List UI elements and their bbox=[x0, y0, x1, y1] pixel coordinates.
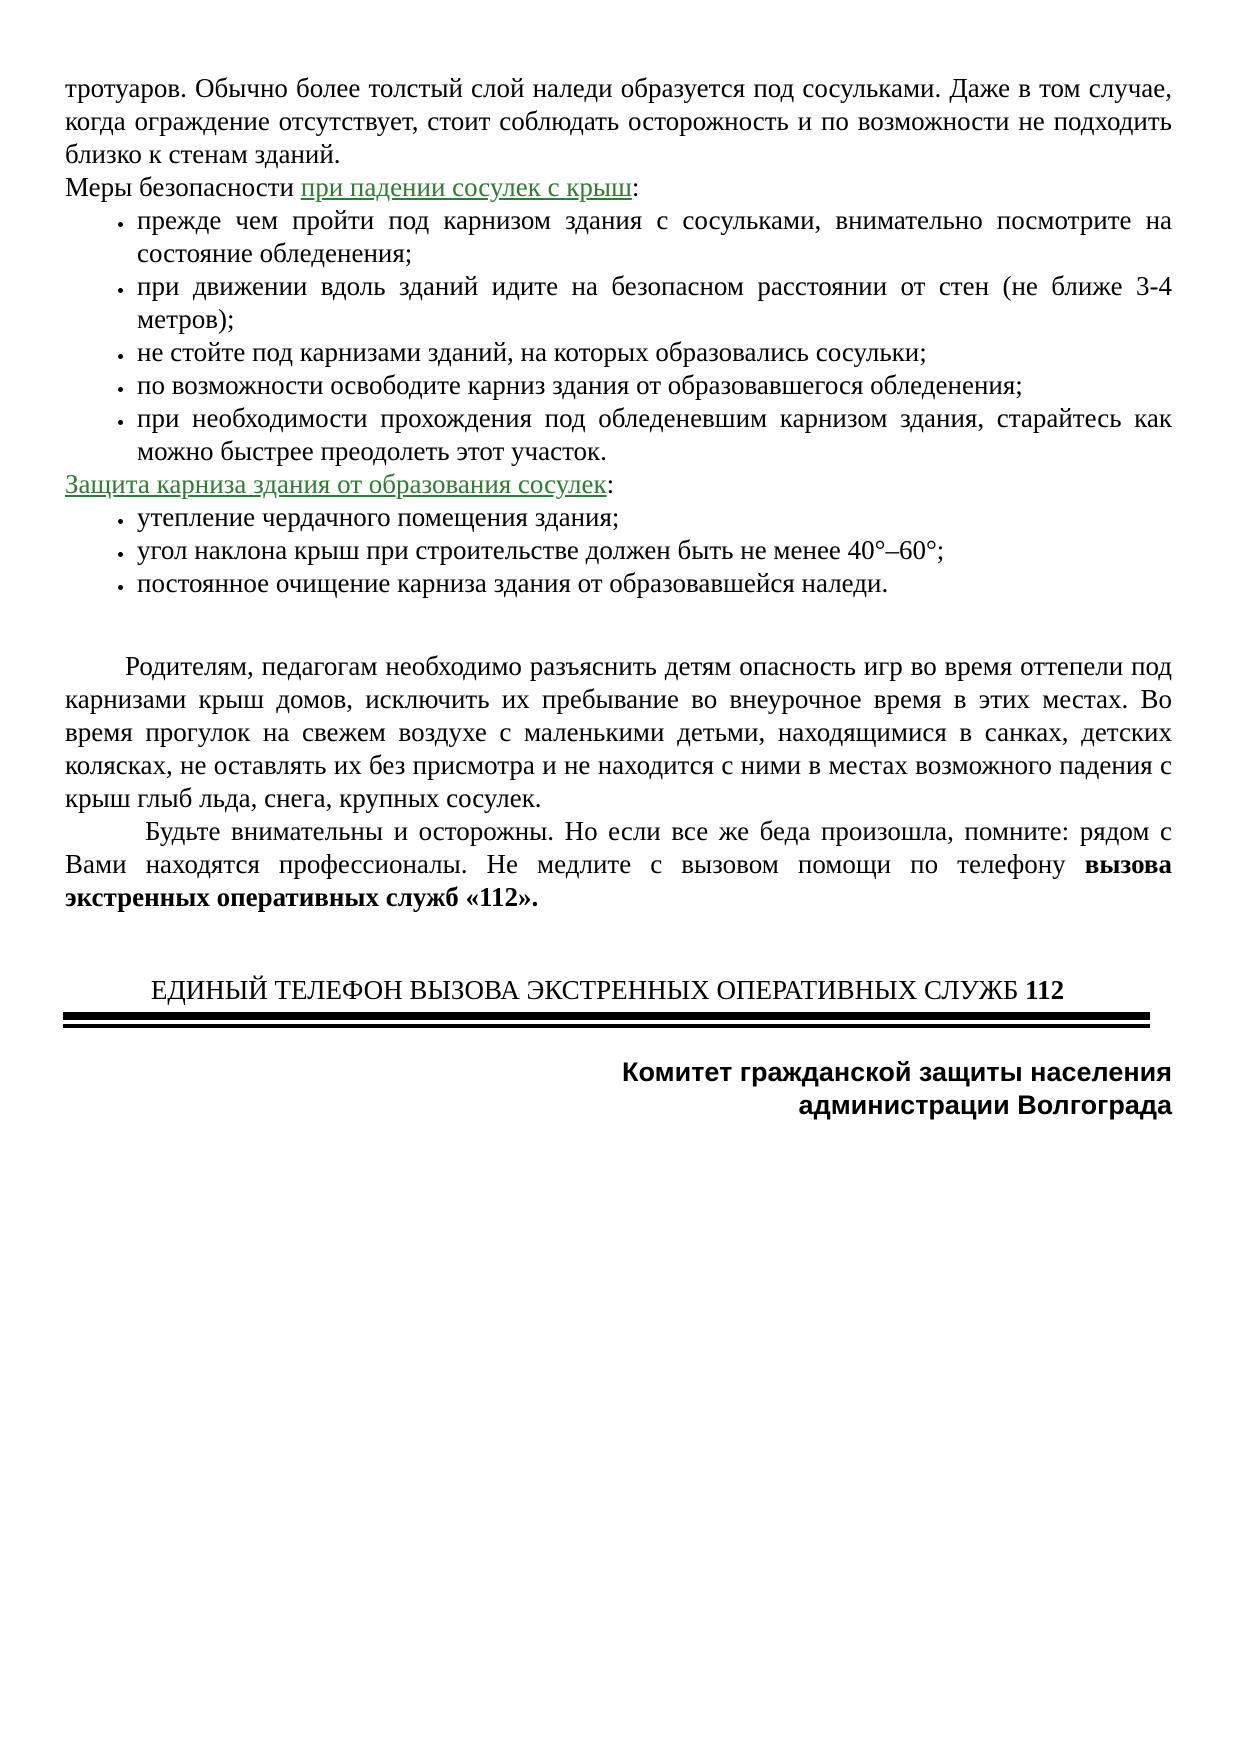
double-rule-divider bbox=[63, 1012, 1150, 1028]
measures-heading-prefix: Меры безопасности bbox=[65, 172, 301, 202]
protection-list bbox=[65, 501, 1172, 600]
emergency-banner bbox=[65, 974, 1150, 1007]
measures-heading bbox=[65, 171, 1172, 204]
signature-line-1: Комитет гражданской защиты населения bbox=[622, 1057, 1172, 1087]
measures-heading-colon: : bbox=[631, 172, 640, 202]
protection-heading-link[interactable]: Защита карниза здания от образования сосулек bbox=[65, 469, 607, 499]
protection-heading bbox=[65, 468, 1172, 501]
attention-paragraph-bold: вызова экстренных оперативных служб «112». bbox=[65, 849, 1172, 912]
parents-paragraph: Родителям, педагогам необходимо разъяснить детям опасность игр во время оттепели под карнизами крыш домов, исключить их пребывание во внеурочное время в этих местах. Во время прогулок на свежем воздухе с маленькими детьми, находящимися в санках, детских колясках, не оставлять их без присмотра и не находится с ними в местах возможного падения с крыш глыб льда, снега, крупных сосулек. bbox=[65, 651, 1172, 813]
signature-line-2: администрации Волгограда bbox=[798, 1090, 1172, 1120]
document-content bbox=[65, 72, 1172, 1122]
protection-heading-colon: : bbox=[606, 469, 615, 499]
intro-paragraph: тротуаров. Обычно более толстый слой наледи образуется под сосульками. Даже в том случае, когда ограждение отсутствует, стоит соблюдать осторожность и по возможности не подходить близко к стенам зданий. bbox=[65, 73, 1172, 169]
list-item: • постоянное очищение карниза здания от образовавшейся наледи. bbox=[135, 567, 1172, 600]
rule-thick-bar bbox=[63, 1012, 1150, 1020]
signature-block bbox=[65, 1056, 1172, 1122]
banner-number: 112 bbox=[1025, 975, 1065, 1005]
attention-paragraph-normal: Будьте внимательны и осторожны. Но если все же беда произошла, помните: рядом с Вами находятся профессионалы. Не медлите с вызовом помощи по телефону bbox=[65, 816, 1172, 879]
list-item: • не стойте под карнизами зданий, на которых образовались сосульки; bbox=[135, 336, 1172, 369]
list-item: • прежде чем пройти под карнизом здания с сосульками, внимательно посмотрите на состояние обледенения; bbox=[135, 204, 1172, 270]
measures-heading-link[interactable]: при падении сосулек с крыш bbox=[300, 172, 632, 202]
list-item: • утепление чердачного помещения здания; bbox=[135, 501, 1172, 534]
list-item: • по возможности освободите карниз здания от образовавшегося обледенения; bbox=[135, 369, 1172, 402]
banner-text: ЕДИНЫЙ ТЕЛЕФОН ВЫЗОВА ЭКСТРЕННЫХ ОПЕРАТИВНЫХ СЛУЖБ bbox=[150, 975, 1026, 1005]
attention-paragraph bbox=[65, 815, 1172, 914]
rule-thin-bar bbox=[63, 1024, 1150, 1028]
list-item: • при движении вдоль зданий идите на безопасном расстоянии от стен (не ближе 3-4 метров); bbox=[135, 270, 1172, 336]
list-item: • угол наклона крыш при строительстве должен быть не менее 40°–60°; bbox=[135, 534, 1172, 567]
measures-list bbox=[65, 204, 1172, 468]
list-item: • при необходимости прохождения под обледеневшим карнизом здания, старайтесь как можно быстрее преодолеть этот участок. bbox=[135, 402, 1172, 468]
